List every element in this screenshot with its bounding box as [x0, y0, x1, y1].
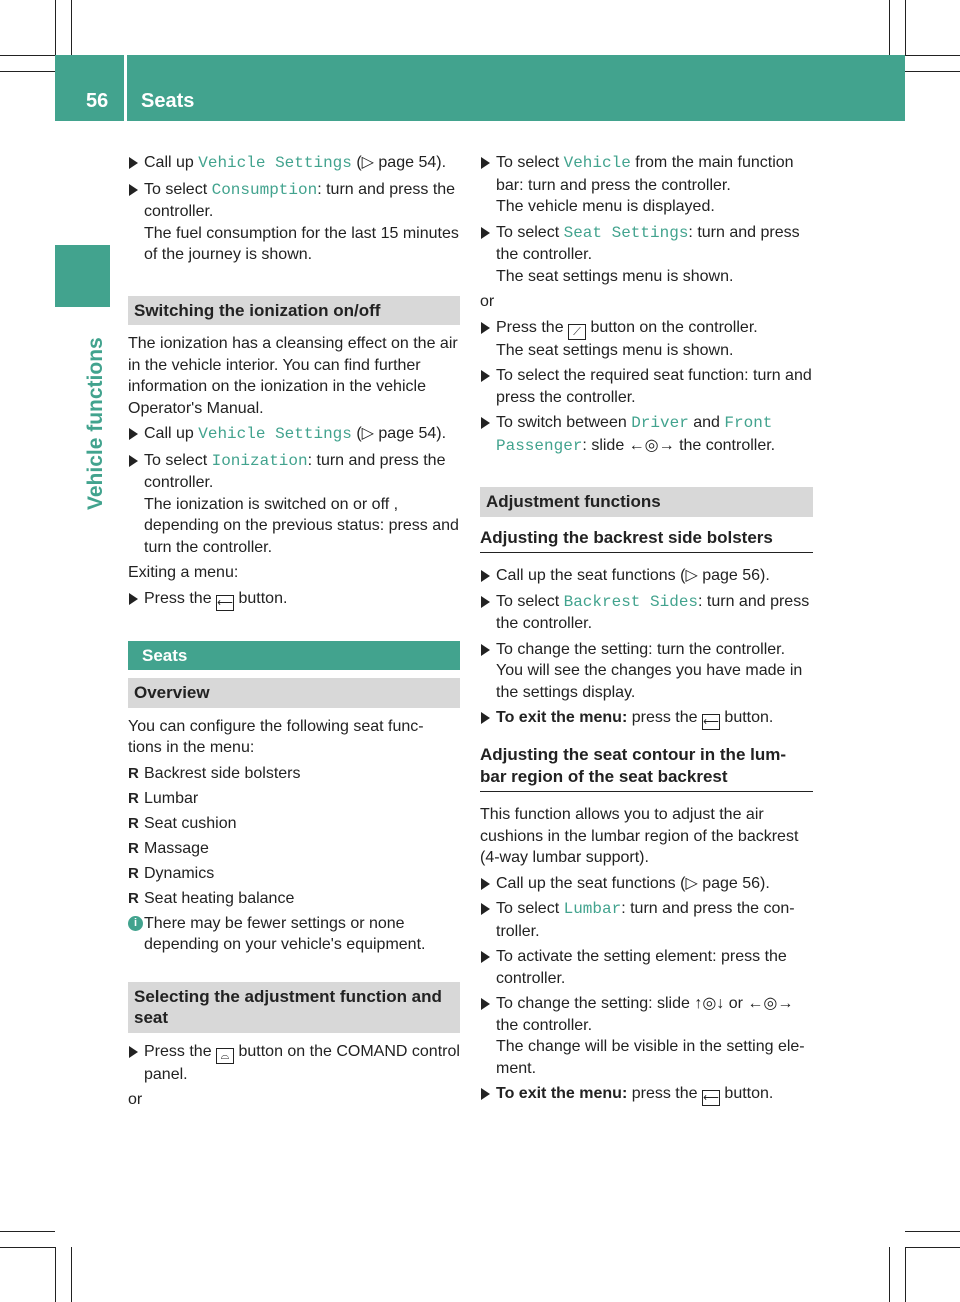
step: To change the setting: slide ↑◎↓ or ←◎→ the controller. The change will be visible in the setting ele- ment. [480, 993, 813, 1079]
step-result: The seat settings menu is shown. [496, 341, 734, 359]
step: Call up the seat functions (▷ page 56). [480, 565, 813, 587]
list-item: R Seat cushion [128, 813, 460, 835]
menu-code: Driver [631, 414, 689, 432]
list-item: R Seat heating balance [128, 888, 460, 910]
crop-mark [905, 1247, 960, 1248]
step: To select the required seat function: turn and press the controller. [480, 365, 813, 408]
paragraph: You can configure the following seat func- tions in the menu: [128, 717, 424, 756]
step: Press the ⟵ button. [128, 588, 460, 611]
page-title: Seats [141, 90, 195, 112]
menu-code: Vehicle [563, 154, 631, 172]
crop-mark [55, 1247, 56, 1302]
crop-mark [889, 0, 890, 55]
paragraph: The ionization has a cleansing effect on the air in the vehicle interior. You can find further information on the ionization in the vehicle Operator's Manual. [128, 335, 458, 417]
step-result: The change will be visible in the setting ele- ment. [496, 1038, 805, 1077]
section-heading: Switching the ionization on/off [128, 296, 460, 326]
header-divider [124, 55, 127, 121]
step: To change the setting: turn the controller. You will see the changes you have made in the settings display. [480, 639, 813, 704]
crop-mark [0, 71, 55, 72]
step: To select Vehicle from the main function bar: turn and press the controller. The vehicle menu is displayed. [480, 152, 813, 218]
back-button-icon: ⟵ [217, 596, 233, 609]
crop-mark [55, 0, 56, 55]
step-result: The fuel consumption for the last 15 minutes of the journey is shown. [144, 224, 459, 263]
crop-mark [71, 1247, 72, 1302]
list-item: R Lumbar [128, 788, 460, 810]
right-column [480, 152, 813, 1110]
section-heading: Adjustment functions [480, 487, 813, 517]
paragraph: or [480, 293, 495, 310]
step: Press the ⟋ button on the controller. The seat settings menu is shown. [480, 317, 813, 362]
step: Press the ⌓ button on the COMAND control panel. [128, 1041, 460, 1086]
step: To select Consumption: turn and press the controller. The fuel consumption for the last 15 minutes of the journey is shown. [128, 179, 460, 266]
crop-mark [905, 1247, 906, 1302]
menu-code: Consumption [211, 180, 318, 199]
menu-code: Backrest Sides [563, 592, 699, 611]
paragraph: This function allows you to adjust the air cushions in the lumbar region of the backrest (4-way lumbar support). [480, 806, 799, 866]
paragraph: or [128, 1091, 143, 1108]
crop-mark [0, 1231, 55, 1232]
step: To exit the menu: press the ⟵ button. [480, 1083, 813, 1106]
back-button-icon: ⟵ [703, 716, 719, 728]
step: To select Ionization: turn and press the controller. The ionization is switched on or off , depending on the previous status: press and turn the controller. [128, 450, 460, 559]
list-item: R Backrest side bolsters [128, 763, 460, 785]
menu-code: Vehicle Settings [198, 425, 352, 443]
section-label: Vehicle functions [84, 337, 107, 510]
step: Call up the seat functions (▷ page 56). [480, 873, 813, 895]
crop-mark [905, 71, 960, 72]
section-heading: Overview [128, 678, 460, 708]
step: To switch between Driver and Front Passenger: slide ←◎→ the controller. [480, 412, 813, 457]
vehicle-button-icon: ⌓ [216, 1048, 234, 1064]
crop-mark [71, 0, 72, 55]
step-result: The vehicle menu is displayed. [496, 198, 715, 215]
section-heading: Selecting the adjustment function and seat [128, 982, 460, 1033]
crop-mark [905, 55, 960, 56]
list-item: R Dynamics [128, 863, 460, 885]
menu-code: Lumbar [563, 900, 622, 918]
crop-mark [0, 55, 55, 56]
crop-mark [889, 1247, 890, 1302]
step-result: The ionization is switched on or off , depending on the previous status: press and turn the controller. [144, 495, 459, 556]
step: To select Seat Settings: turn and press the controller. The seat settings menu is shown. [480, 222, 813, 288]
info-note: i There may be fewer settings or none depending on your vehicle's equipment. [128, 913, 460, 956]
chapter-heading: Seats [128, 641, 460, 671]
menu-code: Front Passenger [496, 414, 773, 455]
step: Call up Vehicle Settings (▷ page 54). [128, 423, 460, 446]
paragraph: Exiting a menu: [128, 564, 239, 581]
menu-code: Seat Settings [563, 223, 689, 242]
step: To select Lumbar: turn and press the con- troller. [480, 898, 813, 942]
step-result: You will see the changes you have made in the settings display. [496, 662, 803, 701]
back-button-icon: ⟵ [703, 1092, 719, 1104]
menu-code: Ionization [211, 451, 308, 470]
crop-mark [905, 1231, 960, 1232]
info-icon: i [128, 916, 143, 931]
crop-mark [905, 0, 906, 55]
side-tab [55, 245, 110, 307]
step-result: The seat settings menu is shown. [496, 267, 734, 285]
step: To select Backrest Sides: turn and press the controller. [480, 591, 813, 635]
seat-button-icon: ⟋ [568, 324, 586, 340]
menu-code: Vehicle Settings [198, 154, 352, 172]
step: To activate the setting element: press the controller. [480, 946, 813, 989]
left-column [128, 152, 460, 1115]
crop-mark [0, 1247, 55, 1248]
subsection-heading: Adjusting the seat contour in the lum- bar region of the seat backrest [480, 744, 813, 792]
subsection-heading: Adjusting the backrest side bolsters [480, 527, 813, 554]
list-item: R Massage [128, 838, 460, 860]
step: Call up Vehicle Settings (▷ page 54). [128, 152, 460, 175]
page-number: 56 [86, 90, 109, 112]
step: To exit the menu: press the ⟵ button. [480, 707, 813, 730]
